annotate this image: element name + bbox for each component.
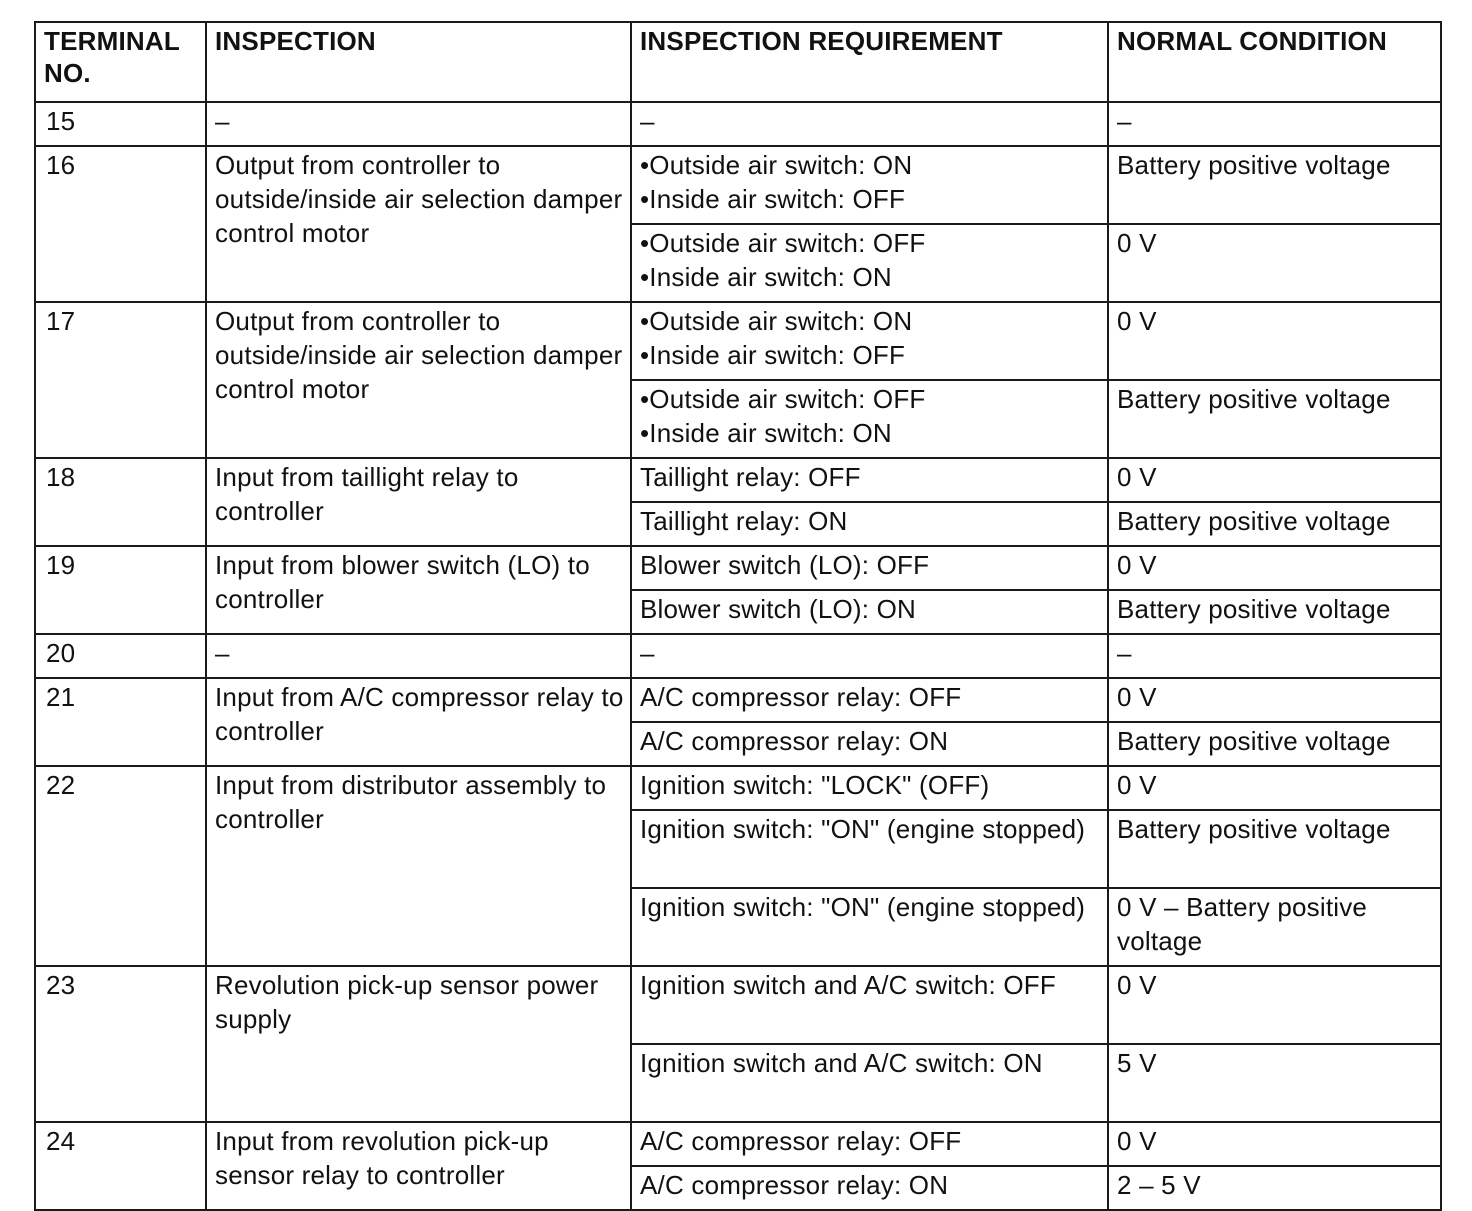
condition-cell	[1108, 634, 1441, 678]
condition-cell	[1108, 224, 1441, 302]
requirement-line: Blower switch (LO): OFF	[640, 550, 930, 580]
requirement-cell	[631, 966, 1108, 1044]
requirement-cell	[631, 678, 1108, 722]
condition-cell	[1108, 1166, 1441, 1210]
condition-cell	[1108, 102, 1441, 146]
terminal-number-cell: 17	[35, 302, 206, 458]
requirement-cell	[631, 1044, 1108, 1122]
table-row	[35, 458, 1441, 502]
requirement-line: Taillight relay: ON	[640, 506, 848, 536]
table-row	[35, 102, 1441, 146]
requirement-line: Taillight relay: OFF	[640, 462, 861, 492]
requirement-line: Ignition switch: "ON" (engine stopped)	[640, 814, 1086, 844]
requirement-line: Ignition switch: "ON" (engine stopped)	[640, 892, 1086, 922]
header-terminal-line2: NO.	[44, 58, 91, 88]
requirement-cell	[631, 810, 1108, 888]
inspection-cell: Output from controller to outside/inside air selection damper control motor	[206, 146, 631, 302]
condition-line: 0 V	[1117, 550, 1157, 580]
condition-line: Battery positive voltage	[1117, 506, 1391, 536]
requirement-cell	[631, 1166, 1108, 1210]
requirement-cell	[631, 102, 1108, 146]
condition-cell	[1108, 678, 1441, 722]
requirement-line: •Inside air switch: ON	[640, 262, 892, 292]
table-row	[35, 634, 1441, 678]
condition-line: Battery positive voltage	[1117, 726, 1391, 756]
terminal-inspection-table	[34, 21, 1442, 1211]
inspection-cell: Input from A/C compressor relay to controller	[206, 678, 631, 766]
requirement-line: •Inside air switch: OFF	[640, 340, 906, 370]
condition-line: 0 V	[1117, 1126, 1157, 1156]
terminal-number-cell: 19	[35, 546, 206, 634]
requirement-cell	[631, 590, 1108, 634]
condition-cell	[1108, 590, 1441, 634]
requirement-cell	[631, 380, 1108, 458]
inspection-cell: Input from distributor assembly to controller	[206, 766, 631, 966]
requirement-line: –	[640, 638, 655, 668]
requirement-line: A/C compressor relay: OFF	[640, 682, 962, 712]
condition-cell	[1108, 722, 1441, 766]
requirement-cell	[631, 722, 1108, 766]
terminal-number-cell: 24	[35, 1122, 206, 1210]
requirement-cell	[631, 888, 1108, 966]
inspection-cell: Output from controller to outside/inside air selection damper control motor	[206, 302, 631, 458]
header-inspection-requirement: INSPECTION REQUIREMENT	[631, 22, 1108, 102]
condition-cell	[1108, 380, 1441, 458]
requirement-cell	[631, 458, 1108, 502]
condition-line: –	[1117, 106, 1132, 136]
requirement-line: –	[640, 106, 655, 136]
condition-cell	[1108, 302, 1441, 380]
table-row	[35, 302, 1441, 380]
condition-line: Battery positive voltage	[1117, 814, 1391, 844]
requirement-line: •Outside air switch: OFF	[640, 228, 926, 258]
table-row	[35, 766, 1441, 810]
requirement-line: Ignition switch and A/C switch: ON	[640, 1048, 1043, 1078]
condition-line: Battery positive voltage	[1117, 594, 1391, 624]
header-normal-condition: NORMAL CONDITION	[1108, 22, 1441, 102]
requirement-line: •Outside air switch: ON	[640, 150, 913, 180]
requirement-line: Blower switch (LO): ON	[640, 594, 917, 624]
header-terminal-line1: TERMINAL	[44, 26, 180, 56]
condition-line: –	[1117, 638, 1132, 668]
condition-cell	[1108, 458, 1441, 502]
condition-line: 0 V	[1117, 306, 1157, 336]
requirement-cell	[631, 546, 1108, 590]
requirement-line: •Outside air switch: ON	[640, 306, 913, 336]
condition-cell	[1108, 1122, 1441, 1166]
condition-line: 2 – 5 V	[1117, 1170, 1201, 1200]
table-row	[35, 678, 1441, 722]
requirement-line: •Inside air switch: ON	[640, 418, 892, 448]
table-row	[35, 1122, 1441, 1166]
terminal-number-cell: 22	[35, 766, 206, 966]
requirement-line: A/C compressor relay: ON	[640, 726, 949, 756]
header-inspection: INSPECTION	[206, 22, 631, 102]
header-terminal-no	[35, 22, 206, 102]
inspection-cell: –	[206, 634, 631, 678]
table-row	[35, 546, 1441, 590]
condition-cell	[1108, 810, 1441, 888]
condition-line: Battery positive voltage	[1117, 384, 1391, 414]
inspection-cell: –	[206, 102, 631, 146]
terminal-number-cell: 18	[35, 458, 206, 546]
requirement-cell	[631, 1122, 1108, 1166]
condition-cell	[1108, 546, 1441, 590]
inspection-cell: Input from taillight relay to controller	[206, 458, 631, 546]
condition-line: 0 V – Battery positive voltage	[1117, 892, 1368, 956]
condition-line: 0 V	[1117, 970, 1157, 1000]
condition-cell	[1108, 146, 1441, 224]
condition-cell	[1108, 1044, 1441, 1122]
requirement-line: •Inside air switch: OFF	[640, 184, 906, 214]
requirement-line: A/C compressor relay: ON	[640, 1170, 949, 1200]
condition-line: 0 V	[1117, 228, 1157, 258]
condition-line: Battery positive voltage	[1117, 150, 1391, 180]
requirement-line: •Outside air switch: OFF	[640, 384, 926, 414]
header-row	[35, 22, 1441, 102]
requirement-cell	[631, 224, 1108, 302]
table-row	[35, 966, 1441, 1044]
terminal-number-cell: 21	[35, 678, 206, 766]
condition-cell	[1108, 766, 1441, 810]
condition-cell	[1108, 502, 1441, 546]
requirement-cell	[631, 146, 1108, 224]
condition-cell	[1108, 888, 1441, 966]
condition-line: 0 V	[1117, 682, 1157, 712]
terminal-number-cell: 15	[35, 102, 206, 146]
terminal-number-cell: 20	[35, 634, 206, 678]
table-row	[35, 146, 1441, 224]
inspection-cell: Revolution pick-up sensor power supply	[206, 966, 631, 1122]
requirement-line: Ignition switch and A/C switch: OFF	[640, 970, 1056, 1000]
condition-line: 0 V	[1117, 770, 1157, 800]
condition-line: 0 V	[1117, 462, 1157, 492]
requirement-line: Ignition switch: "LOCK" (OFF)	[640, 770, 990, 800]
requirement-cell	[631, 302, 1108, 380]
requirement-cell	[631, 634, 1108, 678]
inspection-cell: Input from revolution pick-up sensor relay to controller	[206, 1122, 631, 1210]
requirement-cell	[631, 766, 1108, 810]
condition-line: 5 V	[1117, 1048, 1157, 1078]
table-body	[35, 102, 1441, 1210]
terminal-number-cell: 16	[35, 146, 206, 302]
inspection-cell: Input from blower switch (LO) to controller	[206, 546, 631, 634]
condition-cell	[1108, 966, 1441, 1044]
requirement-line: A/C compressor relay: OFF	[640, 1126, 962, 1156]
terminal-number-cell: 23	[35, 966, 206, 1122]
requirement-cell	[631, 502, 1108, 546]
